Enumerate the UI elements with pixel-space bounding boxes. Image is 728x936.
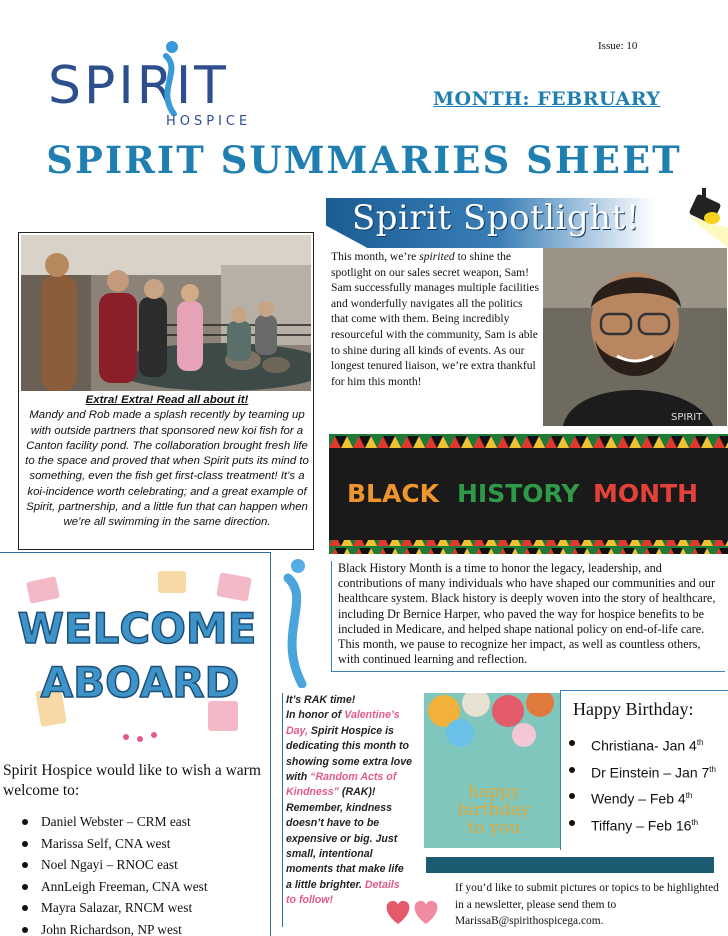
- welcome-art-line1: WELCOME: [17, 604, 257, 653]
- list-item: Mayra Salazar, RNCM west: [22, 897, 270, 919]
- birthday-entry: Christiana- Jan 4: [591, 737, 697, 754]
- welcome-intro: Spirit Hospice would like to wish a warm welcome to:: [3, 762, 261, 799]
- sam-portrait-photo: [543, 248, 727, 426]
- bhm-word-month: MONTH: [593, 479, 699, 508]
- bhm-word-black: BLACK: [347, 479, 440, 508]
- welcome-aboard-art: [8, 561, 266, 751]
- welcome-card: [0, 552, 271, 936]
- list-item: AnnLeigh Freeman, CNA west: [22, 876, 270, 898]
- list-item: [569, 758, 716, 785]
- hearts-icon: [382, 896, 444, 926]
- black-history-month-banner: [329, 434, 728, 554]
- birthday-suffix: th: [685, 791, 693, 801]
- spotlight-text-emphasis: spirited: [419, 250, 455, 263]
- list-item: John Richardson, NP west: [22, 919, 270, 936]
- birthday-suffix: th: [691, 817, 699, 827]
- submission-note: If you’d like to submit pictures or topics to be highlighted in a newsletter, please send them to MarissaB@spirithospicega.com.: [455, 882, 719, 927]
- spirit-hospice-logo: [48, 38, 263, 128]
- list-item: [569, 784, 716, 811]
- koi-story-card: [18, 232, 314, 550]
- list-item: [569, 731, 716, 758]
- koi-caption: [23, 393, 311, 531]
- bhm-description: Black History Month is a time to honor the legacy, leadership, and contributions of many individuals who have shaped our communities and our healthcare system. Black history is deeply woven into the story of healthcare, including Dr Bernice Harper, who paved the way for hospice benefits to be included in Medicare, and helped shape national policy on end-of-life care. This month, we pause to recognize her impact, as well as countless others, with continued learning and reflection.: [331, 561, 725, 672]
- rak-text-1: In honor of: [286, 709, 345, 722]
- rak-heading: It’s RAK time!: [286, 694, 356, 706]
- birthday-box: [560, 690, 728, 850]
- rak-text-2: Spirit Hospice is dedicating this month to showing some extra love with: [286, 724, 412, 784]
- spotlight-lamp-icon: [678, 188, 728, 248]
- birthday-list: [569, 731, 716, 838]
- birthday-title: Happy Birthday:: [573, 699, 694, 719]
- rak-text-3: (RAK)! Remember, kindness doesn’t have to be expensive or big. Just small, intentional moments that make life a little brighter.: [286, 786, 404, 891]
- rak-announcement: [282, 693, 412, 927]
- welcome-art-line2: ABOARD: [40, 658, 240, 707]
- koi-body: Mandy and Rob made a splash recently by teaming up with outside partners that sponsored new koi fish for a Canton facility pond. The collaboration brought fresh life to the space and proved that when Spirit puts its mind to something, even the fish get first-class treatment! It’s a koi-incidence worth celebrating; and a great example of Spirit, partnership, and a little fun that can happen when we’re all swimming in the same direction.: [25, 409, 309, 529]
- spotlight-title: Spirit Spotlight!: [352, 198, 640, 238]
- spotlight-text: [331, 249, 539, 389]
- rak-random-acts: “Random Acts of Kindness”: [286, 771, 397, 799]
- spirit-swoosh-icon: [272, 556, 320, 688]
- list-item: Marissa Self, CNA west: [22, 833, 270, 855]
- koi-pond-photo: [21, 235, 311, 391]
- birthday-image-line1: happy: [467, 782, 521, 802]
- birthday-entry: Dr Einstein – Jan 7: [591, 764, 710, 781]
- issue-number: Issue: 10: [598, 40, 638, 52]
- shirt-logo-text: SPIRIT: [671, 412, 703, 423]
- month-label: MONTH: FEBRUARY: [433, 88, 661, 110]
- spotlight-text-rest: to shine the spotlight on our sales secret weapon, Sam! Sam successfully manages multiple facilities and wonderfully navigates all the politics that come with them. Being incredibly resourceful with the community, Sam is able to shine during all kinds of events. As our longest tenured liaison, we’re extra thankful for him this month!: [331, 250, 539, 388]
- birthday-image-line3: to you: [467, 818, 521, 838]
- logo-swirl-icon: [152, 40, 186, 116]
- birthday-entry: Wendy – Feb 4: [591, 790, 686, 807]
- list-item: [569, 811, 716, 838]
- birthday-suffix: th: [709, 764, 716, 774]
- birthday-entry: Tiffany – Feb 16: [591, 817, 692, 834]
- logo-subtitle: HOSPICE: [166, 114, 252, 129]
- rak-valentines: Valentine’s Day,: [286, 709, 400, 737]
- page-title: SPIRIT SUMMARIES SHEET: [46, 138, 682, 182]
- rak-details: Details to follow!: [286, 878, 400, 907]
- koi-heading: Extra! Extra! Read all about it!: [85, 394, 249, 406]
- birthday-suffix: th: [696, 738, 704, 747]
- spotlight-text-start: This month, we’re: [331, 250, 420, 263]
- birthday-image-line2: birthday: [457, 800, 531, 820]
- list-item: Noel Ngayi – RNOC east: [22, 854, 270, 876]
- list-item: Daniel Webster – CRM east: [22, 811, 270, 833]
- bhm-word-history: HISTORY: [457, 479, 580, 508]
- logo-wordmark: SPIRIT: [48, 56, 229, 116]
- birthday-image: [424, 693, 560, 848]
- new-hire-list: [22, 811, 270, 936]
- footer-bar: [426, 857, 714, 873]
